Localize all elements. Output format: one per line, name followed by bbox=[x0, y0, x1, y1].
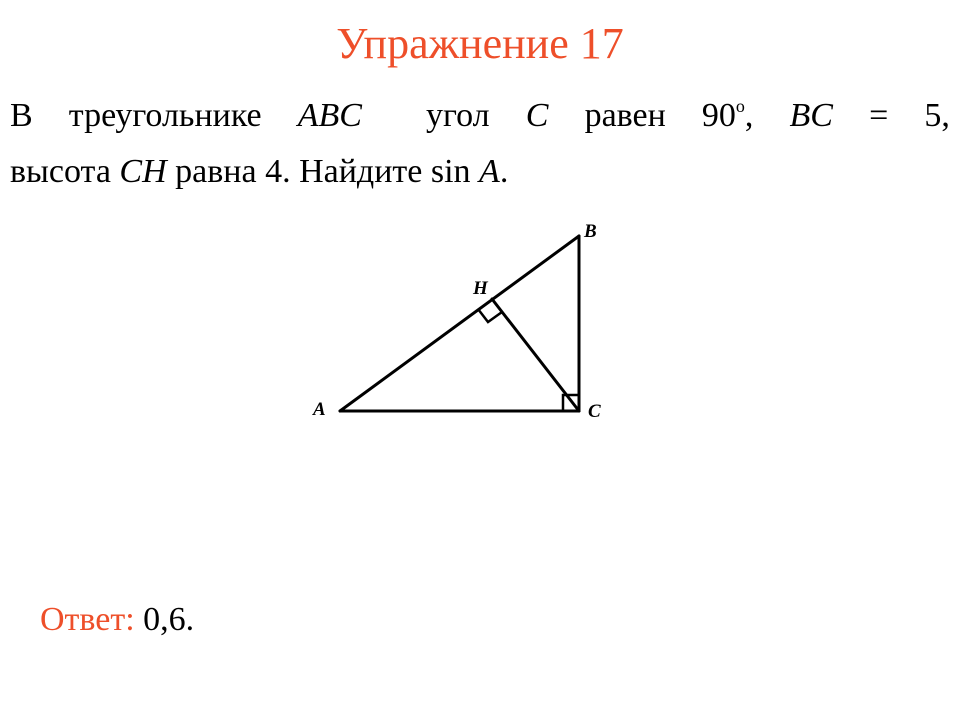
vertex-label-c: C bbox=[588, 401, 601, 422]
angle-value: 90$^o$, bbox=[701, 96, 754, 134]
problem-line-1 bbox=[10, 88, 950, 144]
answer bbox=[40, 596, 194, 644]
problem-statement bbox=[10, 88, 950, 200]
problem-word: треугольнике bbox=[68, 97, 262, 134]
problem-word: угол bbox=[426, 97, 490, 134]
problem-word: В bbox=[10, 97, 33, 134]
bc-value: 5, bbox=[924, 97, 950, 134]
triangle-name: ABC bbox=[297, 97, 362, 134]
angle-a: A bbox=[479, 153, 500, 190]
segment-bc: BC bbox=[789, 97, 833, 134]
answer-label: Ответ: bbox=[40, 601, 135, 638]
vertex-label-h: H bbox=[473, 278, 488, 299]
vertex-c: C bbox=[525, 97, 549, 134]
equals-sign: = bbox=[869, 97, 889, 134]
vertex-label-a: A bbox=[313, 399, 326, 420]
problem-line-2: высота CH равна 4. Найдите sin A. bbox=[10, 153, 509, 190]
triangle-figure bbox=[300, 215, 640, 440]
vertex-label-b: B bbox=[584, 221, 597, 242]
side-ab bbox=[340, 236, 579, 411]
page-title: Упражнение 17 bbox=[336, 19, 624, 68]
right-angle-mark-h bbox=[478, 309, 502, 322]
problem-word: равен bbox=[584, 97, 666, 134]
degree-sign: o bbox=[735, 96, 745, 116]
answer-value: 0,6. bbox=[134, 601, 195, 638]
segment-ch: CH bbox=[119, 153, 167, 190]
